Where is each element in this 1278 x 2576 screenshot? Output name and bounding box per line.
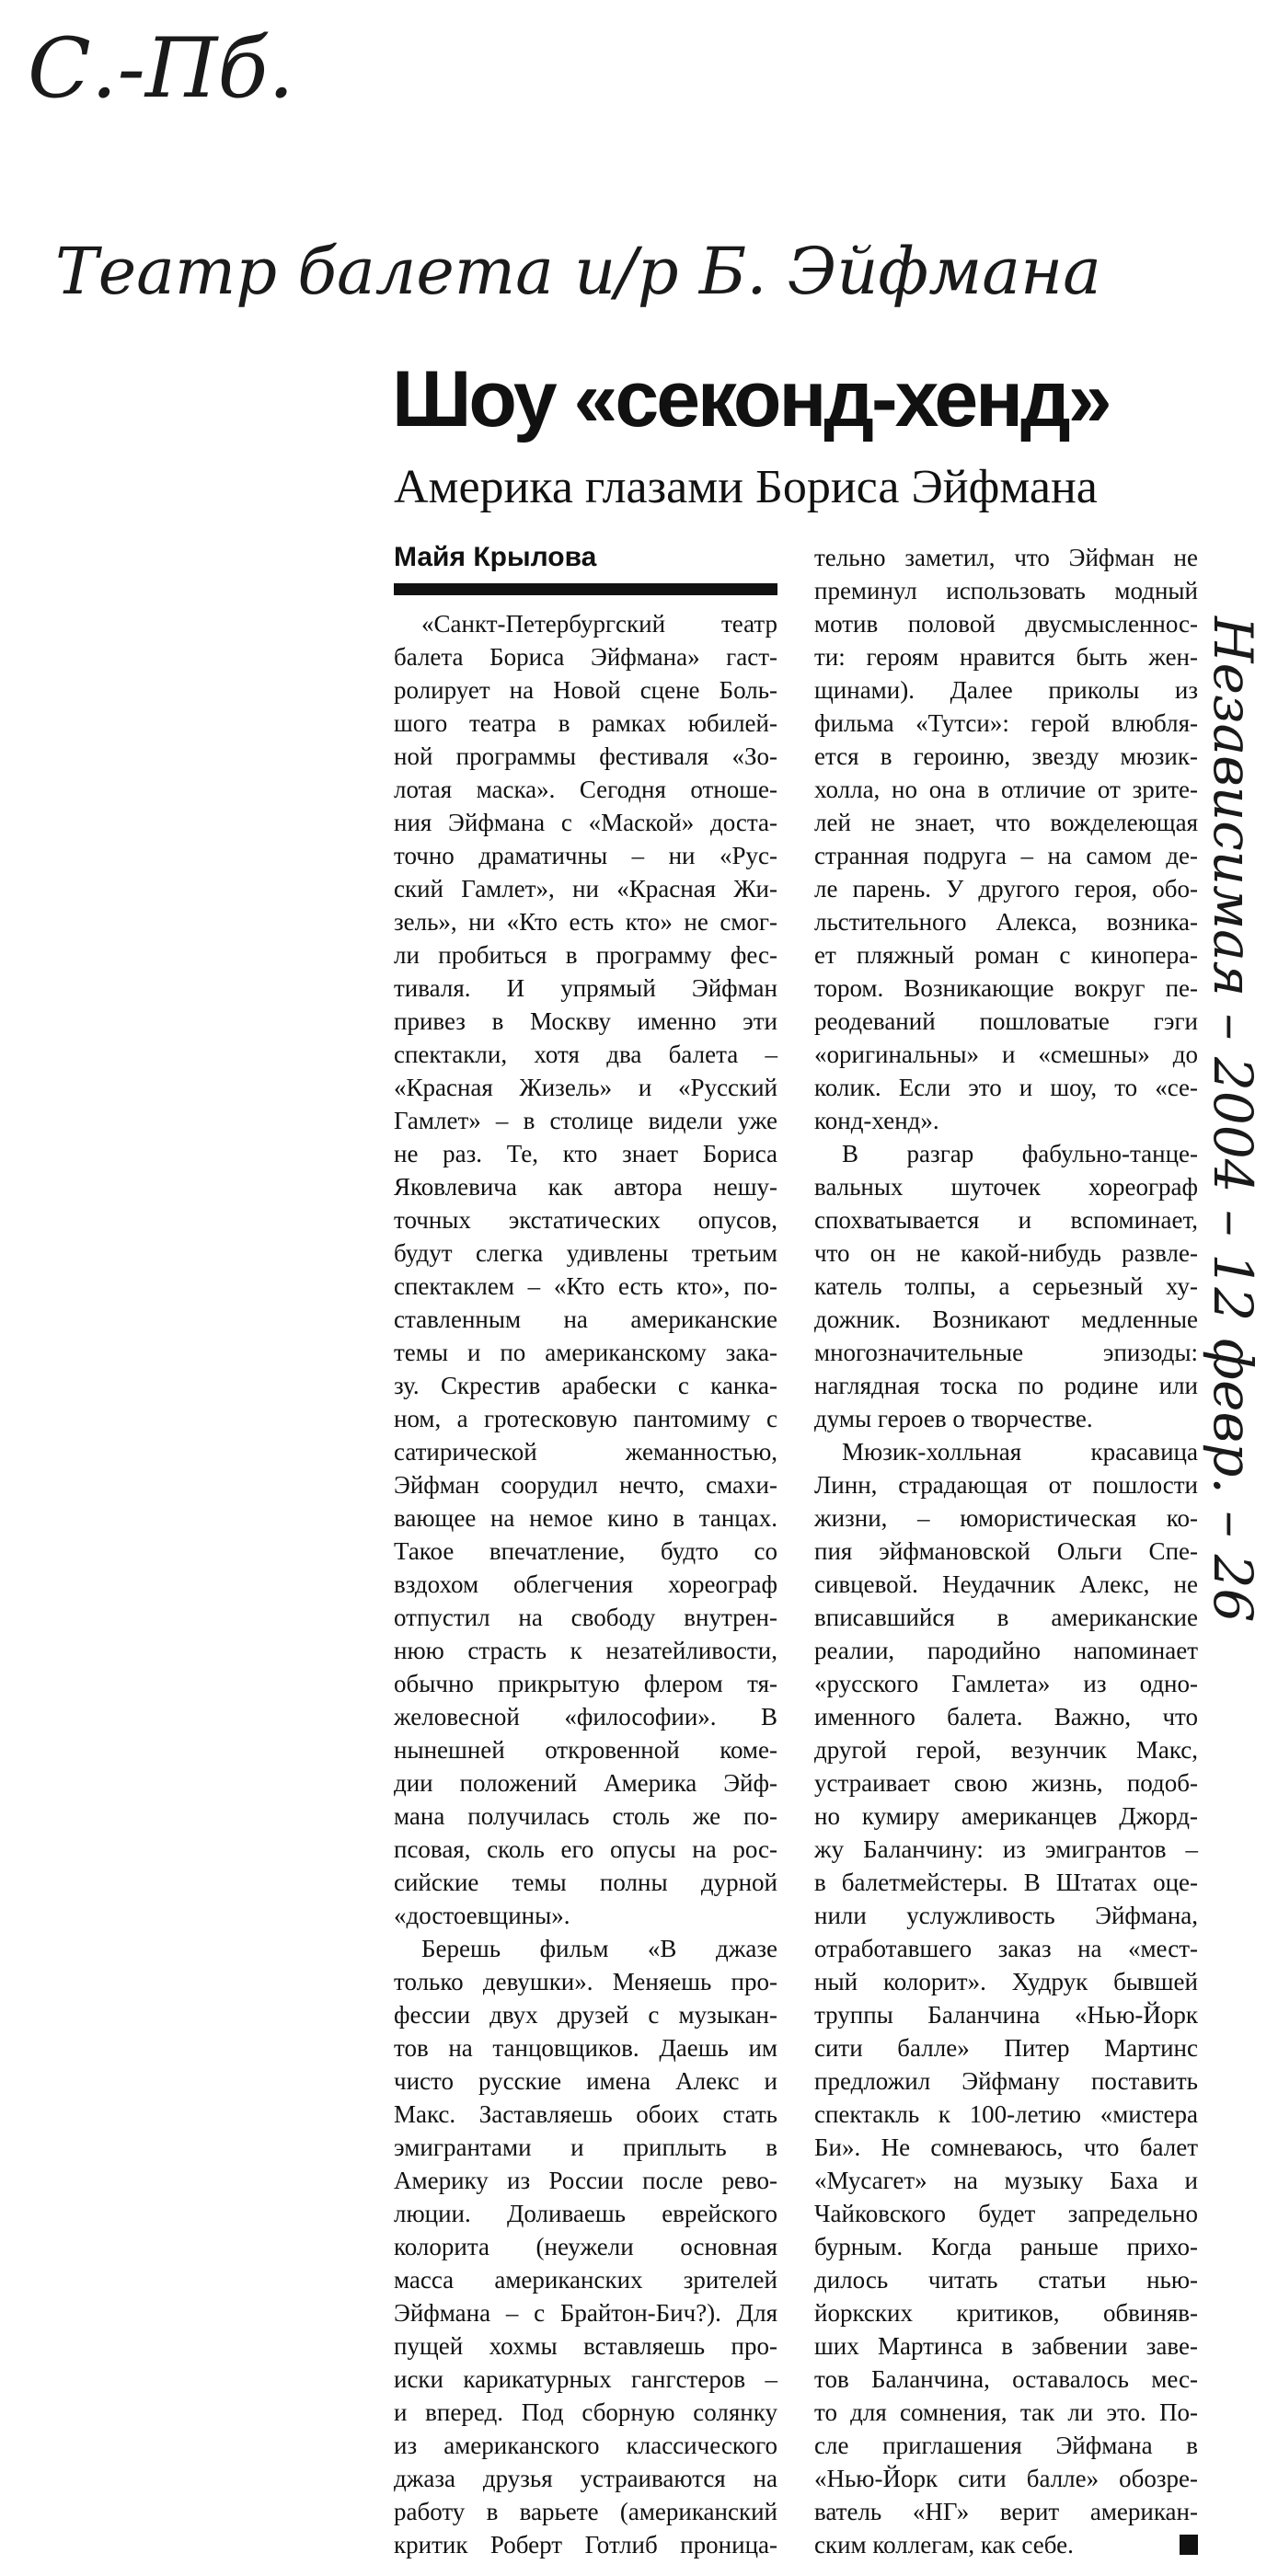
text-line: ный колорит». Худрук бывшей — [814, 1968, 1198, 1995]
text-line: и вперед. Под сборную солянку — [394, 2398, 777, 2426]
text-line: вздохом облегчения хореограф — [394, 1570, 777, 1598]
text-line: нюю страсть к незатейливости, — [394, 1637, 777, 1664]
text-line: вальных шуточек хореограф — [814, 1173, 1198, 1201]
text-line: тиваля. И упрямый Эйфман — [394, 974, 777, 1002]
text-line: Америку из России после рево- — [394, 2167, 777, 2194]
text-line: вающее на немое кино в танцах. — [394, 1504, 777, 1532]
text-line: труппы Баланчина «Нью-Йорк — [814, 2001, 1198, 2029]
text-line: псовая, сколь его опусы на рос- — [394, 1835, 777, 1863]
text-line: холла, но она в отличие от зрите- — [814, 776, 1198, 803]
text-line: сивцевой. Неудачник Алекс, не — [814, 1570, 1198, 1598]
text-line: Чайковского будет запредельно — [814, 2200, 1198, 2227]
text-line: дии положений Америка Эйф- — [394, 1769, 777, 1797]
text-line: сити балле» Питер Мартинс — [814, 2034, 1198, 2062]
text-line: зу. Скрестив арабески с канка- — [394, 1372, 777, 1399]
text-line: наглядная тоска по родине или — [814, 1372, 1198, 1399]
text-line: балета Бориса Эйфмана» гаст- — [394, 643, 777, 671]
text-line: люции. Доливаешь еврейского — [394, 2200, 777, 2227]
text-line: тов на танцовщиков. Даешь им — [394, 2034, 777, 2062]
text-line: джаза друзья устраиваются на — [394, 2465, 777, 2492]
text-line: ский Гамлет», ни «Красная Жи- — [394, 875, 777, 903]
text-line: дилось читать статьи нью- — [814, 2266, 1198, 2294]
text-line: ния Эйфмана с «Маской» доста- — [394, 809, 777, 836]
text-line: ном, а гротесковую пантомиму с — [394, 1405, 777, 1432]
text-line: другой герой, везунчик Макс, — [814, 1736, 1198, 1764]
text-line: Эйфман соорудил нечто, смахи- — [394, 1471, 777, 1499]
text-line: Мюзик-холльная красавица — [842, 1438, 1198, 1466]
text-line: но кумиру американцев Джорд- — [814, 1802, 1198, 1830]
text-line: предложил Эйфману поставить — [814, 2067, 1198, 2095]
text-line: из американского классического — [394, 2432, 777, 2459]
text-line: будут слегка удивлены третьим — [394, 1239, 777, 1267]
author-byline: Майя Крылова — [394, 542, 597, 572]
text-line: лей не знает, что вожделеющая — [814, 809, 1198, 836]
text-line: ли пробиться в программу фес- — [394, 941, 777, 969]
text-line: ле парень. У другого героя, обо- — [814, 875, 1198, 903]
text-line: «Санкт-Петербургский театр — [421, 610, 777, 638]
text-line: отпустил на свободу внутрен- — [394, 1604, 777, 1631]
article-column-1 — [394, 607, 777, 2561]
text-line: ет пляжный роман с кинопера- — [814, 941, 1198, 969]
text-line: лотая маска». Сегодня отноше- — [394, 776, 777, 803]
text-line: сатирической жеманностью, — [394, 1438, 777, 1466]
text-line: колорита (неужели основная — [394, 2233, 777, 2260]
text-line: странная подруга – на самом де- — [814, 842, 1198, 869]
text-line: думы героев о творчестве. — [814, 1405, 1093, 1432]
text-line: фессии двух друзей с музыкан- — [394, 2001, 777, 2029]
text-line: жизни, – юмористическая ко- — [814, 1504, 1198, 1532]
text-line: реодеваний пошловатые гэги — [814, 1007, 1198, 1035]
text-line: В разгар фабульно-танце- — [842, 1140, 1198, 1167]
handwritten-city-note: С.-Пб. — [28, 20, 294, 117]
text-line: мана получилась столь же по- — [394, 1802, 777, 1830]
text-line: спектаклем – «Кто есть кто», по- — [394, 1272, 777, 1300]
text-line: Би». Не сомневаюсь, что балет — [814, 2133, 1198, 2161]
byline-rule — [394, 583, 777, 595]
text-line: нынешней откровенной коме- — [394, 1736, 777, 1764]
text-line: только девушки». Меняешь про- — [394, 1968, 777, 1995]
text-line: не раз. Те, кто знает Бориса — [394, 1140, 777, 1167]
text-line: именного балета. Важно, что — [814, 1703, 1198, 1731]
text-line: «оригинальны» и «смешны» до — [814, 1041, 1198, 1068]
text-line: колик. Если это и шоу, то «се- — [814, 1074, 1198, 1101]
text-line: Линн, страдающая от пошлости — [814, 1471, 1198, 1499]
text-line: Эйфмана – с Брайтон-Бич?). Для — [394, 2299, 777, 2327]
text-line: Макс. Заставляешь обоих стать — [394, 2100, 777, 2128]
text-line: щинами). Далее приколы из — [814, 676, 1198, 704]
text-line: темы и по американскому зака- — [394, 1339, 777, 1366]
text-line: пия эйфмановской Ольги Спе- — [814, 1537, 1198, 1565]
text-line: Такое впечатление, будто со — [394, 1537, 777, 1565]
text-line: тов Баланчина, оставалось мес- — [814, 2365, 1198, 2393]
text-line: обычно прикрытую флером тя- — [394, 1670, 777, 1697]
text-line: спохватывается и вспоминает, — [814, 1206, 1198, 1234]
text-line: нили услужливость Эйфмана, — [814, 1902, 1198, 1929]
text-line: Гамлет» – в столице видели уже — [394, 1107, 777, 1134]
text-line: катель толпы, а серьезный ху- — [814, 1272, 1198, 1300]
text-line: «Нью-Йорк сити балле» обозре- — [814, 2465, 1198, 2492]
text-line: масса американских зрителей — [394, 2266, 777, 2294]
text-line: тельно заметил, что Эйфман не — [814, 544, 1198, 571]
text-line: тором. Возникающие вокруг пе- — [814, 974, 1198, 1002]
text-line: ти: героям нравится быть жен- — [814, 643, 1198, 671]
text-line: мотив половой двусмысленнос- — [814, 610, 1198, 638]
text-line: «достоевщины». — [394, 1902, 570, 1929]
handwritten-source-note: Независимая – 2004 – 12 февр. – 26 — [1202, 616, 1264, 1623]
text-line: «русского Гамлета» из одно- — [814, 1670, 1198, 1697]
text-line: многозначительные эпизоды: — [814, 1339, 1198, 1366]
text-line: устраивает свою жизнь, подоб- — [814, 1769, 1198, 1797]
text-line: зель», ни «Кто есть кто» не смог- — [394, 908, 777, 936]
text-line: в балетмейстеры. В Штатах оце- — [814, 1869, 1198, 1896]
end-of-article-mark — [1180, 2535, 1198, 2555]
text-line: ется в героиню, звезду мюзик- — [814, 742, 1198, 770]
text-line: то для сомнения, так ли это. По- — [814, 2398, 1198, 2426]
text-line: дожник. Возникают медленные — [814, 1305, 1198, 1333]
text-line: ским коллегам, как себе. — [814, 2528, 1198, 2561]
text-line: сле приглашения Эйфмана в — [814, 2432, 1198, 2459]
text-line: ватель «НГ» верит американ- — [814, 2498, 1198, 2525]
text-line: фильма «Тутси»: герой влюбля- — [814, 709, 1198, 737]
text-line: работу в варьете (американский — [394, 2498, 777, 2525]
article-subtitle: Америка глазами Бориса Эйфмана — [394, 461, 1098, 513]
text-line: что он не какой-нибудь развле- — [814, 1239, 1198, 1267]
text-line: ролирует на Новой сцене Боль- — [394, 676, 777, 704]
text-line: льстительного Алекса, возника- — [814, 908, 1198, 936]
text-line: вписавшийся в американские — [814, 1604, 1198, 1631]
text-line: спектакли, хотя два балета – — [394, 1041, 777, 1068]
text-line: йоркских критиков, обвиняв- — [814, 2299, 1198, 2327]
text-line: ной программы фестиваля «Зо- — [394, 742, 777, 770]
text-line: отработавшего заказ на «мест- — [814, 1935, 1198, 1962]
text-line: Яковлевича как автора нешу- — [394, 1173, 777, 1201]
text-line: привез в Москву именно эти — [394, 1007, 777, 1035]
text-line: Берешь фильм «В джазе — [421, 1935, 777, 1962]
text-line: критик Роберт Готлиб проница- — [394, 2531, 777, 2559]
text-line: ших Мартинса в забвении заве- — [814, 2332, 1198, 2360]
text-line: точно драматичны – ни «Рус- — [394, 842, 777, 869]
text-line: преминул использовать модный — [814, 577, 1198, 604]
text-line: «Мусагет» на музыку Баха и — [814, 2167, 1198, 2194]
text-line: чисто русские имена Алекс и — [394, 2067, 777, 2095]
text-line: бурным. Когда раньше прихо- — [814, 2233, 1198, 2260]
text-line: иски карикатурных гангстеров – — [394, 2365, 777, 2393]
text-line: шого театра в рамках юбилей- — [394, 709, 777, 737]
text-line: желовесной «философии». В — [394, 1703, 777, 1731]
text-line: точных экстатических опусов, — [394, 1206, 777, 1234]
article-column-2 — [814, 541, 1198, 2561]
article-title: Шоу «секонд-хенд» — [392, 355, 1110, 443]
text-line: реалии, пародийно напоминает — [814, 1637, 1198, 1664]
text-line: спектакль к 100-летию «мистера — [814, 2100, 1198, 2128]
text-line: жу Баланчину: из эмигрантов – — [814, 1835, 1198, 1863]
text-line: пущей хохмы вставляешь про- — [394, 2332, 777, 2360]
text-line: сийские темы полны дурной — [394, 1869, 777, 1896]
text-line: «Красная Жизель» и «Русский — [394, 1074, 777, 1101]
text-line: ставленным на американские — [394, 1305, 777, 1333]
handwritten-subject-note: Театр балета и/р Б. Эйфмана — [55, 234, 1101, 309]
text-line: конд-хенд». — [814, 1107, 939, 1134]
text-line: эмигрантами и приплыть в — [394, 2133, 777, 2161]
